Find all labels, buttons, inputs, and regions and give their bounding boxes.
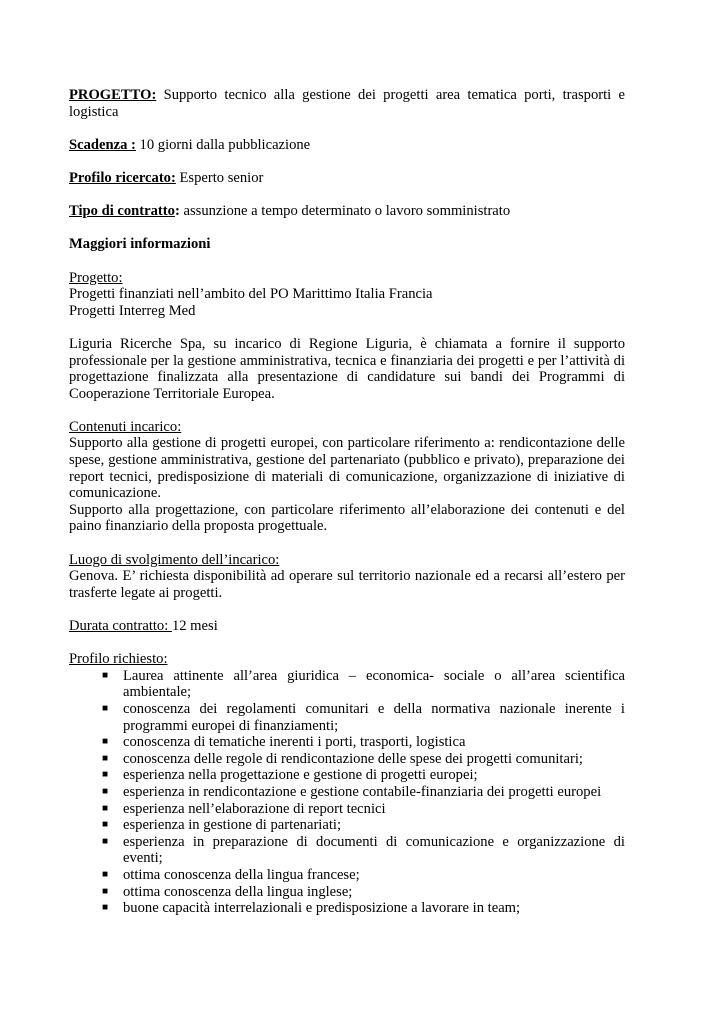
tipo-contratto-text: assunzione a tempo determinato o lavoro somministrato <box>179 203 511 220</box>
square-bullet-icon: ■ <box>102 868 109 880</box>
requirement-item <box>69 817 625 834</box>
requirement-text: conoscenza delle regole di rendicontazione delle spese dei progetti comunitari; <box>123 750 583 767</box>
square-bullet-icon: ■ <box>102 885 109 897</box>
progetto-label: PROGETTO: <box>69 87 157 103</box>
profilo-ricercato-line <box>69 170 625 187</box>
progetto-section-label: Progetto: <box>69 269 123 286</box>
requirement-text: ottima conoscenza della lingua inglese; <box>123 883 353 900</box>
contenuti-paragraph-2: Supporto alla progettazione, con particolare riferimento all’elaborazione dei contenuti e del paino finanziario della proposta progettuale. <box>69 501 625 535</box>
square-bullet-icon: ■ <box>102 802 109 814</box>
square-bullet-icon: ■ <box>102 785 109 797</box>
square-bullet-icon: ■ <box>102 902 109 914</box>
scadenza-text: 10 giorni dalla pubblicazione <box>135 136 311 153</box>
contenuti-label: Contenuti incarico: <box>69 418 182 435</box>
requirement-text: ottima conoscenza della lingua francese; <box>123 866 360 883</box>
requirement-text: esperienza in gestione di partenariati; <box>123 817 342 834</box>
intro-paragraph: Liguria Ricerche Spa, su incarico di Regione Liguria, è chiamata a fornire il supporto professionale per la gestione amministrativa, tecnica e finanziaria dei progetti e per l’attività di progettazione finalizzata alla presentazione di candidature sui bandi dei Programmi di Cooperazione Territoriale Europea. <box>69 335 625 402</box>
requirement-item <box>69 734 625 751</box>
requirement-item <box>69 834 625 867</box>
requirement-item <box>69 784 625 801</box>
requirement-text: buone capacità interrelazionali e predisposizione a lavorare in team; <box>123 900 521 917</box>
tipo-contratto-label: Tipo di contratto <box>69 203 175 220</box>
luogo-label: Luogo di svolgimento dell’incarico: <box>69 551 280 568</box>
requirement-item <box>69 900 625 917</box>
requirement-text: esperienza nell’elaborazione di report tecnici <box>123 800 386 817</box>
requirement-text: esperienza in preparazione di documenti di comunicazione e organizzazione di eventi; <box>123 833 625 867</box>
tipo-contratto-line <box>69 203 625 220</box>
requirement-text: Laurea attinente all’area giuridica – economica- sociale o all’area scientifica ambientale; <box>123 667 625 701</box>
requirement-text: conoscenza di tematiche inerenti i porti, trasporti, logistica <box>123 734 466 751</box>
square-bullet-icon: ■ <box>102 702 109 714</box>
profilo-ricercato-text: Esperto senior <box>175 169 264 186</box>
scadenza-label: Scadenza : <box>69 136 136 153</box>
requirements-list <box>69 668 625 917</box>
progetto-section <box>69 270 625 320</box>
progetto-text: Supporto tecnico alla gestione dei progetti area tematica porti, trasporti e logistica <box>69 87 625 120</box>
requirement-item <box>69 751 625 768</box>
durata-text: 12 mesi <box>171 618 218 634</box>
square-bullet-icon: ■ <box>102 669 109 681</box>
luogo-section <box>69 552 625 602</box>
profilo-richiesto-label: Profilo richiesto: <box>69 651 168 668</box>
progetto-line-2: Progetti Interreg Med <box>69 302 196 319</box>
contenuti-section <box>69 419 625 535</box>
durata-label: Durata contratto: <box>69 618 172 634</box>
profilo-ricercato-label: Profilo ricercato: <box>69 169 176 186</box>
requirement-item <box>69 867 625 884</box>
profilo-richiesto-section <box>69 651 625 917</box>
square-bullet-icon: ■ <box>102 769 109 781</box>
square-bullet-icon: ■ <box>102 835 109 847</box>
requirement-text: esperienza in rendicontazione e gestione contabile-finanziaria dei progetti europei <box>123 783 602 800</box>
scadenza-line <box>69 137 625 154</box>
maggiori-informazioni-heading: Maggiori informazioni <box>69 236 211 253</box>
requirement-item <box>69 884 625 901</box>
requirement-item <box>69 801 625 818</box>
square-bullet-icon: ■ <box>102 819 109 831</box>
tipo-contratto-colon: : <box>174 203 180 220</box>
square-bullet-icon: ■ <box>102 752 109 764</box>
requirement-item <box>69 701 625 734</box>
requirement-item <box>69 767 625 784</box>
requirement-text: conoscenza dei regolamenti comunitari e della normativa nazionale inerente i programmi europei di finanziamenti; <box>123 700 625 734</box>
progetto-line-1: Progetti finanziati nell’ambito del PO Marittimo Italia Francia <box>69 286 433 303</box>
requirement-text: esperienza nella progettazione e gestione di progetti europei; <box>123 767 478 784</box>
square-bullet-icon: ■ <box>102 736 109 748</box>
contenuti-paragraph-1: Supporto alla gestione di progetti europei, con particolare riferimento a: rendicontazione delle spese, gestione amministrativa, gestione del partenariato (pubblico e privato), preparazione dei report tecnici, predisposizione di materiali di comunicazione, organizzazione di iniziative di comunicazione. <box>69 435 625 502</box>
durata-line <box>69 618 625 635</box>
progetto-line <box>69 87 625 120</box>
luogo-text: Genova. E’ richiesta disponibilità ad operare sul territorio nazionale ed a recarsi all’estero per trasferte legate ai progetti. <box>69 568 625 601</box>
requirement-item <box>69 668 625 701</box>
